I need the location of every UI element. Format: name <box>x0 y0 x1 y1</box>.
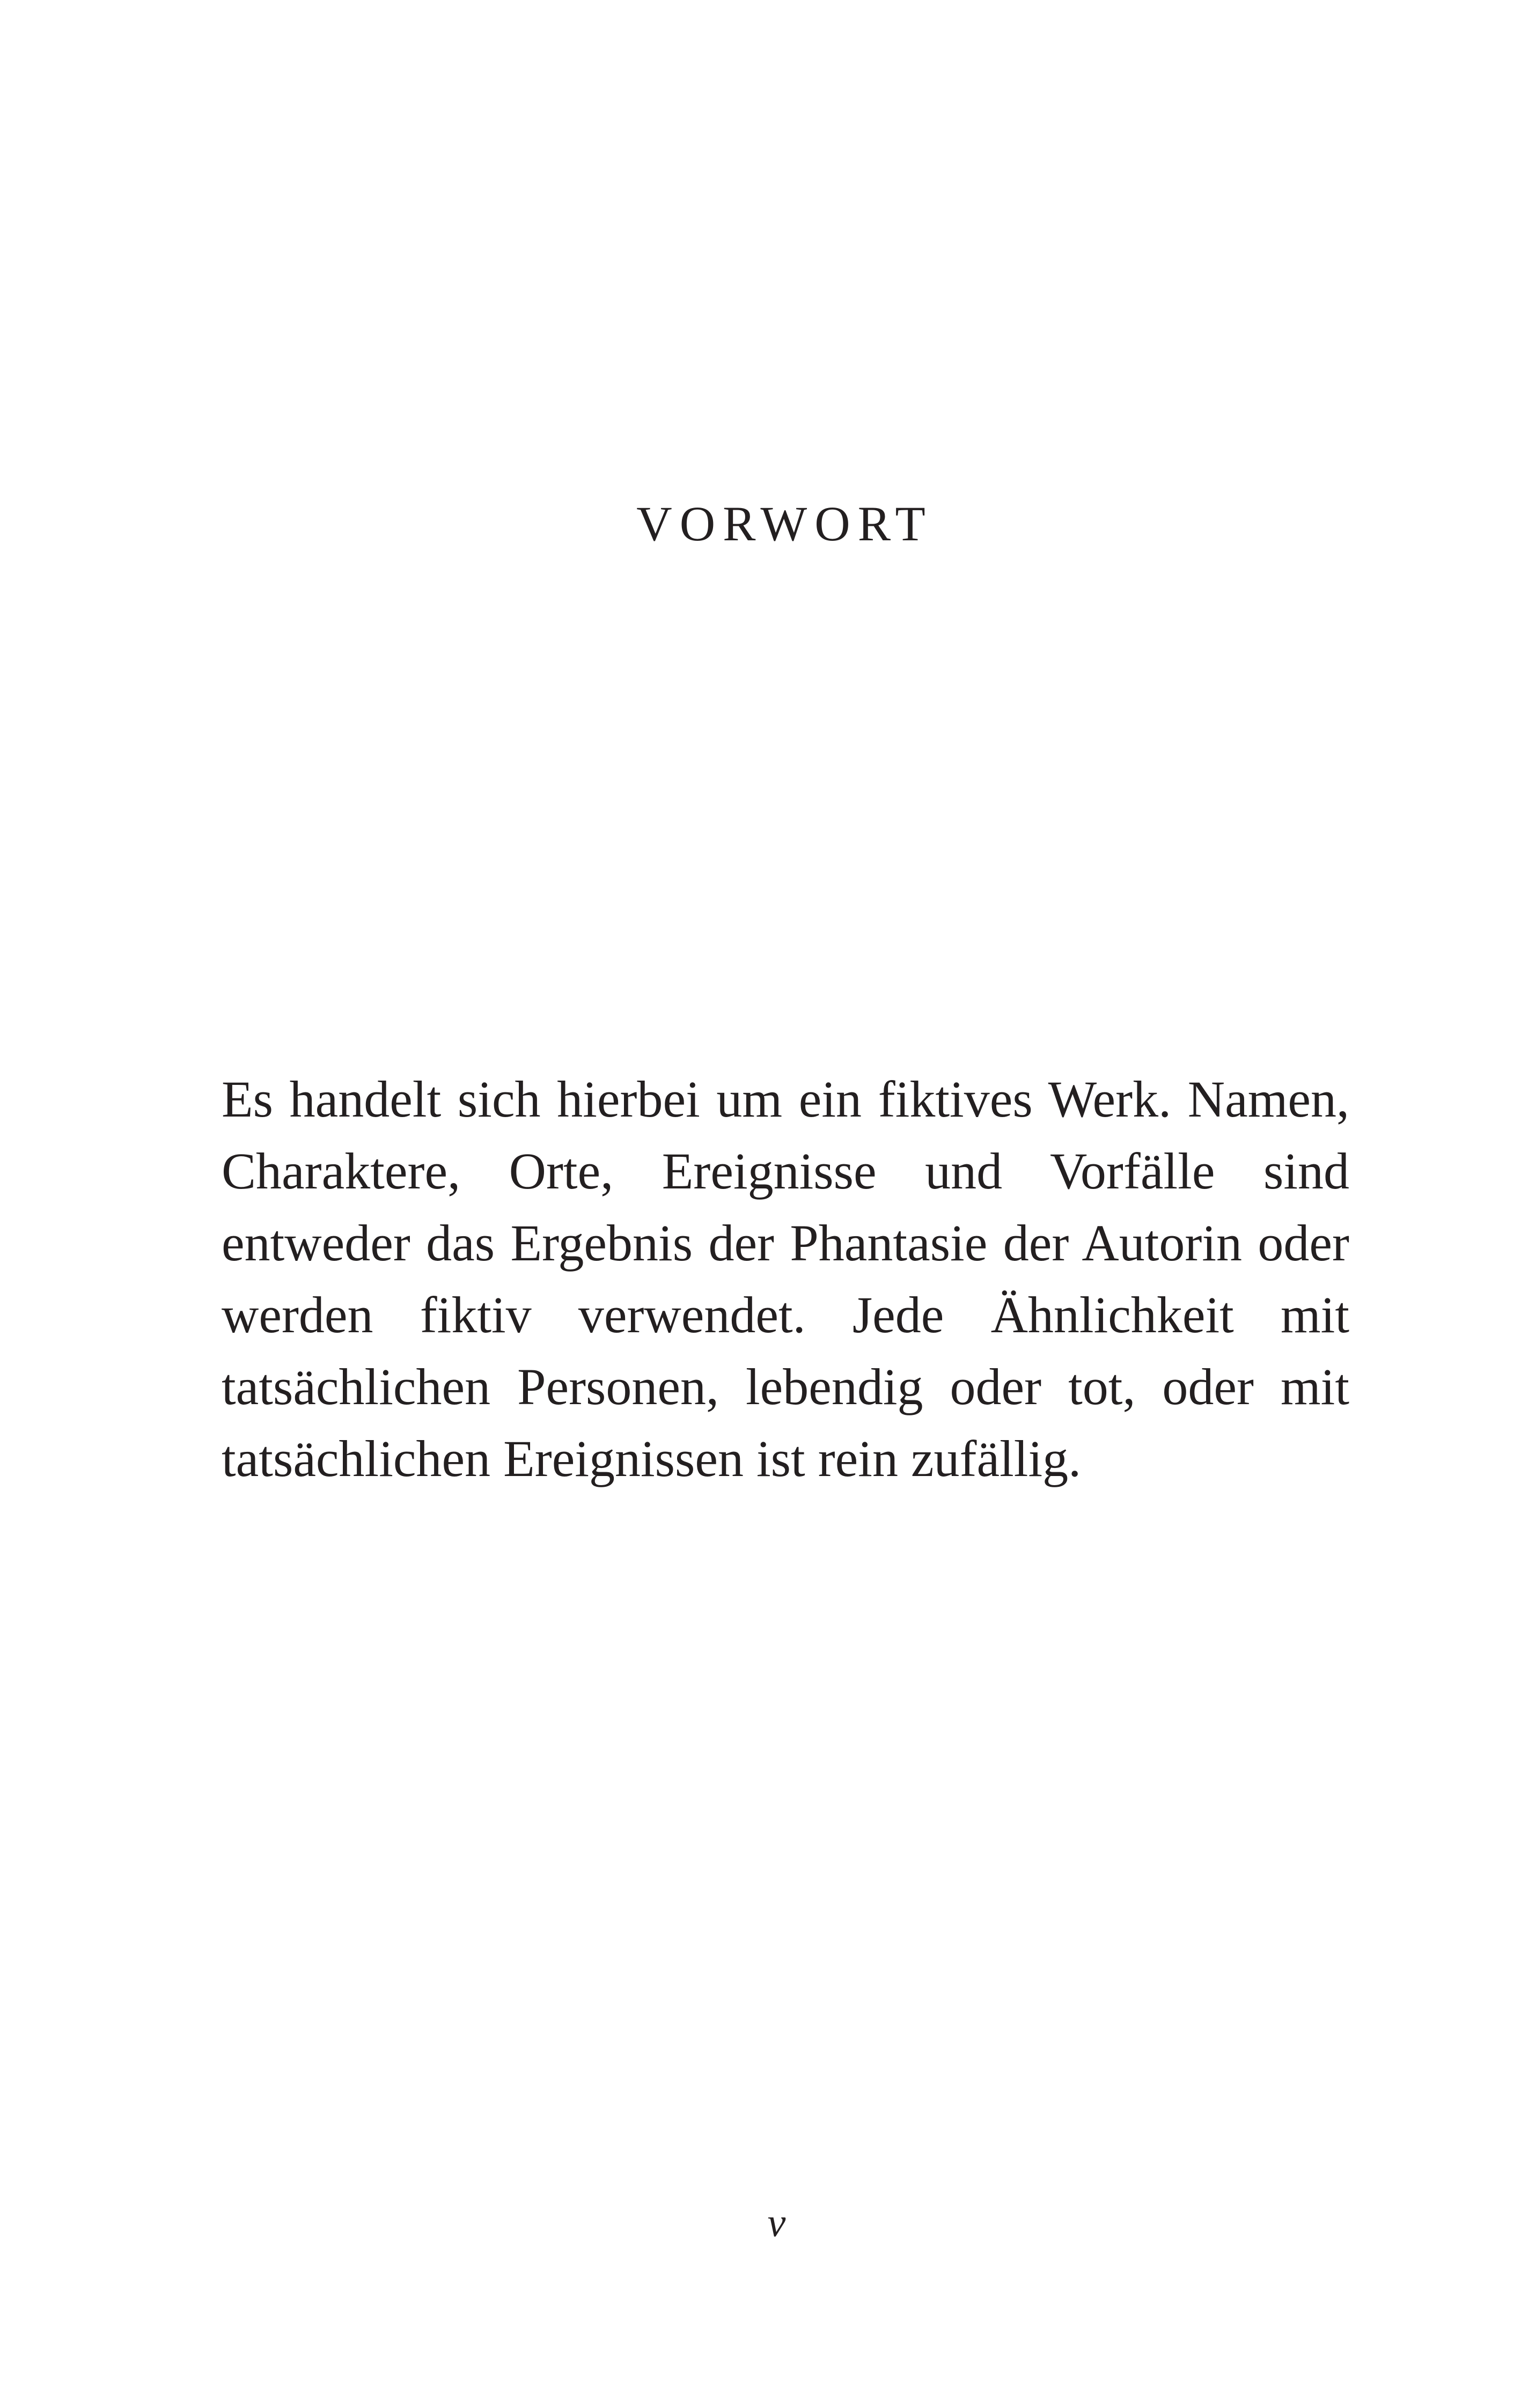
page-number: v <box>767 2200 786 2245</box>
disclaimer-paragraph: Es handelt sich hierbei um ein fiktives Werk. Namen, Charaktere, Orte, Ereignisse und Vorfälle sind entweder das Ergebnis der Phantasie der Autorin oder werden fiktiv verwendet. Jede Ähnlichkeit mit tatsächlichen Personen, lebendig oder tot, oder mit tatsächlichen Ereignissen ist rein zufällig. <box>222 1070 1349 1487</box>
chapter-title: VORWORT <box>636 496 933 551</box>
